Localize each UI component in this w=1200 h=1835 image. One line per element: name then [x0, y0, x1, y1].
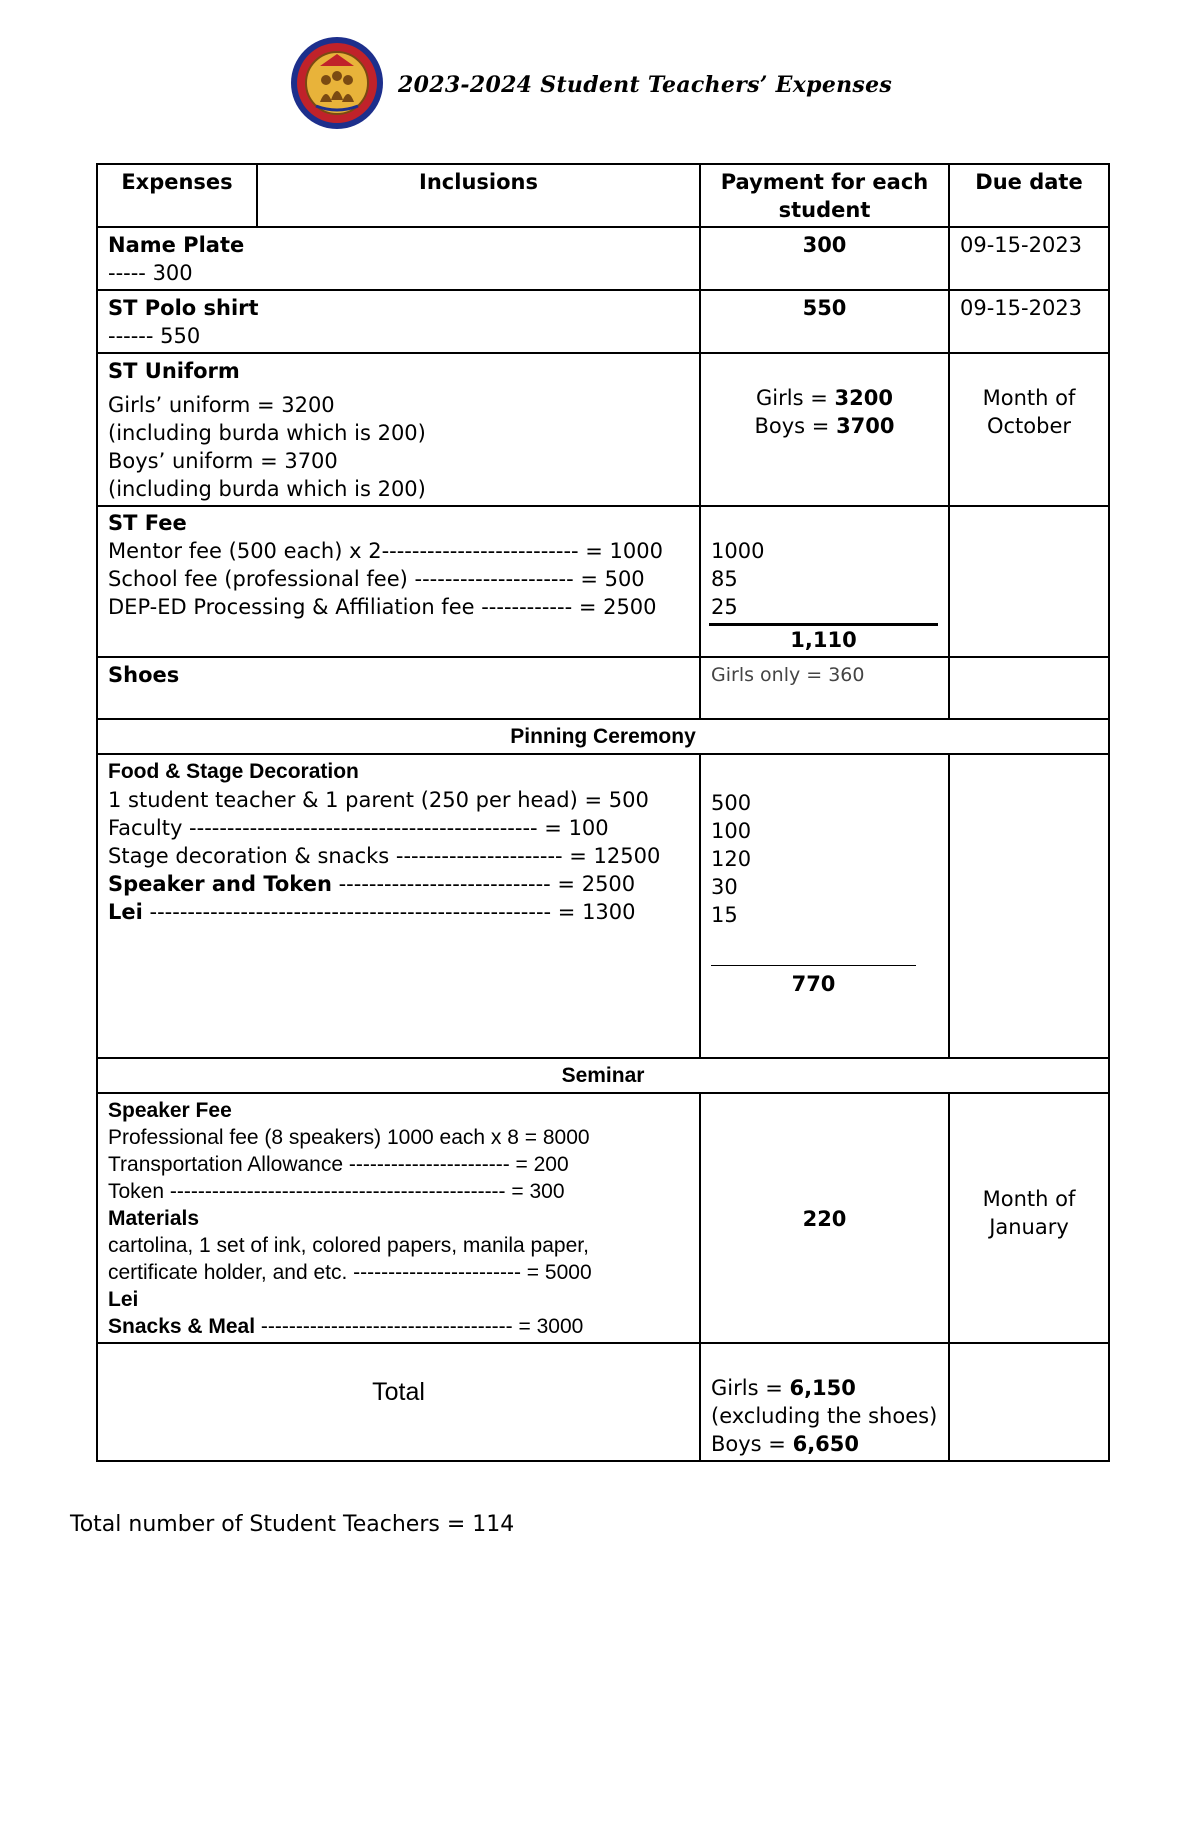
boys-payment — [711, 412, 938, 440]
shoes-cell — [97, 657, 700, 719]
seminar-line — [108, 1313, 689, 1340]
expense-name: ST Uniform — [108, 359, 240, 383]
table-row-polo — [97, 290, 1109, 353]
expense-name: Shoes — [108, 663, 180, 687]
pinning-line-bold: Speaker and Token — [108, 872, 332, 896]
payment-cell: 550 — [700, 290, 949, 353]
due-date-cell: 09-15-2023 — [949, 227, 1109, 290]
due-date-cell: Month of October — [949, 353, 1109, 506]
expenses-table — [96, 163, 1110, 1462]
uniform-line: (including burda which is 200) — [108, 421, 426, 445]
fee-value: 1000 — [711, 539, 765, 563]
pinning-cell — [97, 754, 700, 1058]
seminar-cell — [97, 1093, 700, 1343]
pinning-value: 30 — [711, 875, 738, 899]
pinning-value: 15 — [711, 903, 738, 927]
fee-value: 25 — [711, 595, 738, 619]
col-header-payment: Payment for each student — [700, 164, 949, 227]
due-date-cell — [949, 754, 1109, 1058]
school-seal-logo — [290, 36, 384, 130]
pinning-line: Faculty ---------------------------------------------- = 100 — [108, 816, 609, 840]
seminar-line: Token ------------------------------------------------ = 300 — [108, 1180, 565, 1203]
uniform-line: Boys’ uniform = 3700 — [108, 449, 338, 473]
total-girls — [711, 1374, 938, 1402]
payment-cell: 220 — [700, 1093, 949, 1343]
materials-title: Materials — [108, 1207, 200, 1230]
col-header-due-date: Due date — [949, 164, 1109, 227]
seminar-line: Transportation Allowance ----------------------- = 200 — [108, 1153, 569, 1176]
pinning-line: Stage decoration & snacks ---------------------- = 12500 — [108, 844, 661, 868]
pinning-line — [108, 898, 689, 926]
girls-label: Girls = — [756, 386, 835, 410]
pinning-value: 500 — [711, 791, 752, 815]
section-title: Pinning Ceremony — [97, 719, 1109, 754]
expense-detail: ------ 550 — [108, 324, 201, 348]
snacks-bold: Snacks & Meal — [108, 1315, 256, 1338]
expense-name: Name Plate — [108, 233, 245, 257]
table-row-name-plate — [97, 227, 1109, 290]
pinning-total: 770 — [711, 965, 916, 998]
seminar-line: Professional fee (8 speakers) 1000 each x 8 = 8000 — [108, 1126, 590, 1149]
seminar-line: certificate holder, and etc. ------------------------ = 5000 — [108, 1261, 592, 1284]
uniform-line: (including burda which is 200) — [108, 477, 426, 501]
expense-name: ST Fee — [108, 511, 187, 535]
girls-label: Girls = — [711, 1376, 790, 1400]
table-header-row — [97, 164, 1109, 227]
seminar-line: cartolina, 1 set of ink, colored papers, manila paper, — [108, 1234, 589, 1257]
st-fee-cell — [97, 506, 700, 657]
boys-label: Boys = — [754, 414, 837, 438]
pinning-value: 120 — [711, 847, 752, 871]
uniform-line: Girls’ uniform = 3200 — [108, 393, 335, 417]
fee-total: 1,110 — [709, 623, 938, 654]
payment-cell — [700, 754, 949, 1058]
girls-value: 6,150 — [789, 1376, 856, 1400]
table-row-total — [97, 1343, 1109, 1461]
girls-payment — [711, 384, 938, 412]
total-note: (excluding the shoes) — [711, 1404, 938, 1428]
fee-line: School fee (professional fee) --------------------- = 500 — [108, 567, 645, 591]
boys-label: Boys = — [711, 1432, 793, 1456]
polo-cell — [97, 290, 700, 353]
due-date-cell — [949, 1343, 1109, 1461]
section-row-seminar — [97, 1058, 1109, 1093]
pinning-line — [108, 870, 689, 898]
expense-name: Speaker Fee — [108, 1099, 232, 1122]
girls-value: 3200 — [834, 386, 893, 410]
pinning-line-bold: Lei — [108, 900, 143, 924]
pinning-line: 1 student teacher & 1 parent (250 per head) = 500 — [108, 788, 649, 812]
total-label: Total — [97, 1343, 700, 1461]
payment-cell — [700, 506, 949, 657]
table-row-seminar — [97, 1093, 1109, 1343]
fee-value: 85 — [711, 567, 738, 591]
col-header-expenses: Expenses — [97, 164, 257, 227]
col-header-inclusions: Inclusions — [257, 164, 700, 227]
due-date-cell — [949, 506, 1109, 657]
uniform-cell — [97, 353, 700, 506]
due-date-cell — [949, 657, 1109, 719]
table-row-st-fee — [97, 506, 1109, 657]
expense-detail: ----- 300 — [108, 261, 193, 285]
fee-line: Mentor fee (500 each) x 2-------------------------- = 1000 — [108, 539, 663, 563]
boys-value: 3700 — [836, 414, 895, 438]
name-plate-cell — [97, 227, 700, 290]
lei-title: Lei — [108, 1288, 139, 1311]
pinning-line-rest: ---------------------------- = 2500 — [331, 872, 636, 896]
page-title: 2023-2024 Student Teachers’ Expenses — [398, 72, 893, 98]
expense-name: ST Polo shirt — [108, 296, 259, 320]
fee-line: DEP-ED Processing & Affiliation fee ------------ = 2500 — [108, 595, 657, 619]
section-row-pinning — [97, 719, 1109, 754]
payment-cell — [700, 353, 949, 506]
table-row-uniform — [97, 353, 1109, 506]
due-date-cell: Month of January — [949, 1093, 1109, 1343]
due-date-cell: 09-15-2023 — [949, 290, 1109, 353]
payment-cell — [700, 1343, 949, 1461]
snacks-rest: ------------------------------------ = 3000 — [255, 1315, 584, 1338]
pinning-value: 100 — [711, 819, 752, 843]
boys-value: 6,650 — [792, 1432, 860, 1456]
payment-cell: Girls only = 360 — [700, 657, 949, 719]
table-row-shoes — [97, 657, 1109, 719]
table-row-pinning — [97, 754, 1109, 1058]
page-header — [0, 30, 1200, 130]
payment-cell: 300 — [700, 227, 949, 290]
section-title: Seminar — [97, 1058, 1109, 1093]
student-count-note: Total number of Student Teachers = 114 — [70, 1512, 515, 1537]
expense-name: Food & Stage Decoration — [108, 760, 359, 783]
total-boys — [711, 1430, 938, 1458]
pinning-line-rest: ----------------------------------------------------- = 1300 — [142, 900, 636, 924]
